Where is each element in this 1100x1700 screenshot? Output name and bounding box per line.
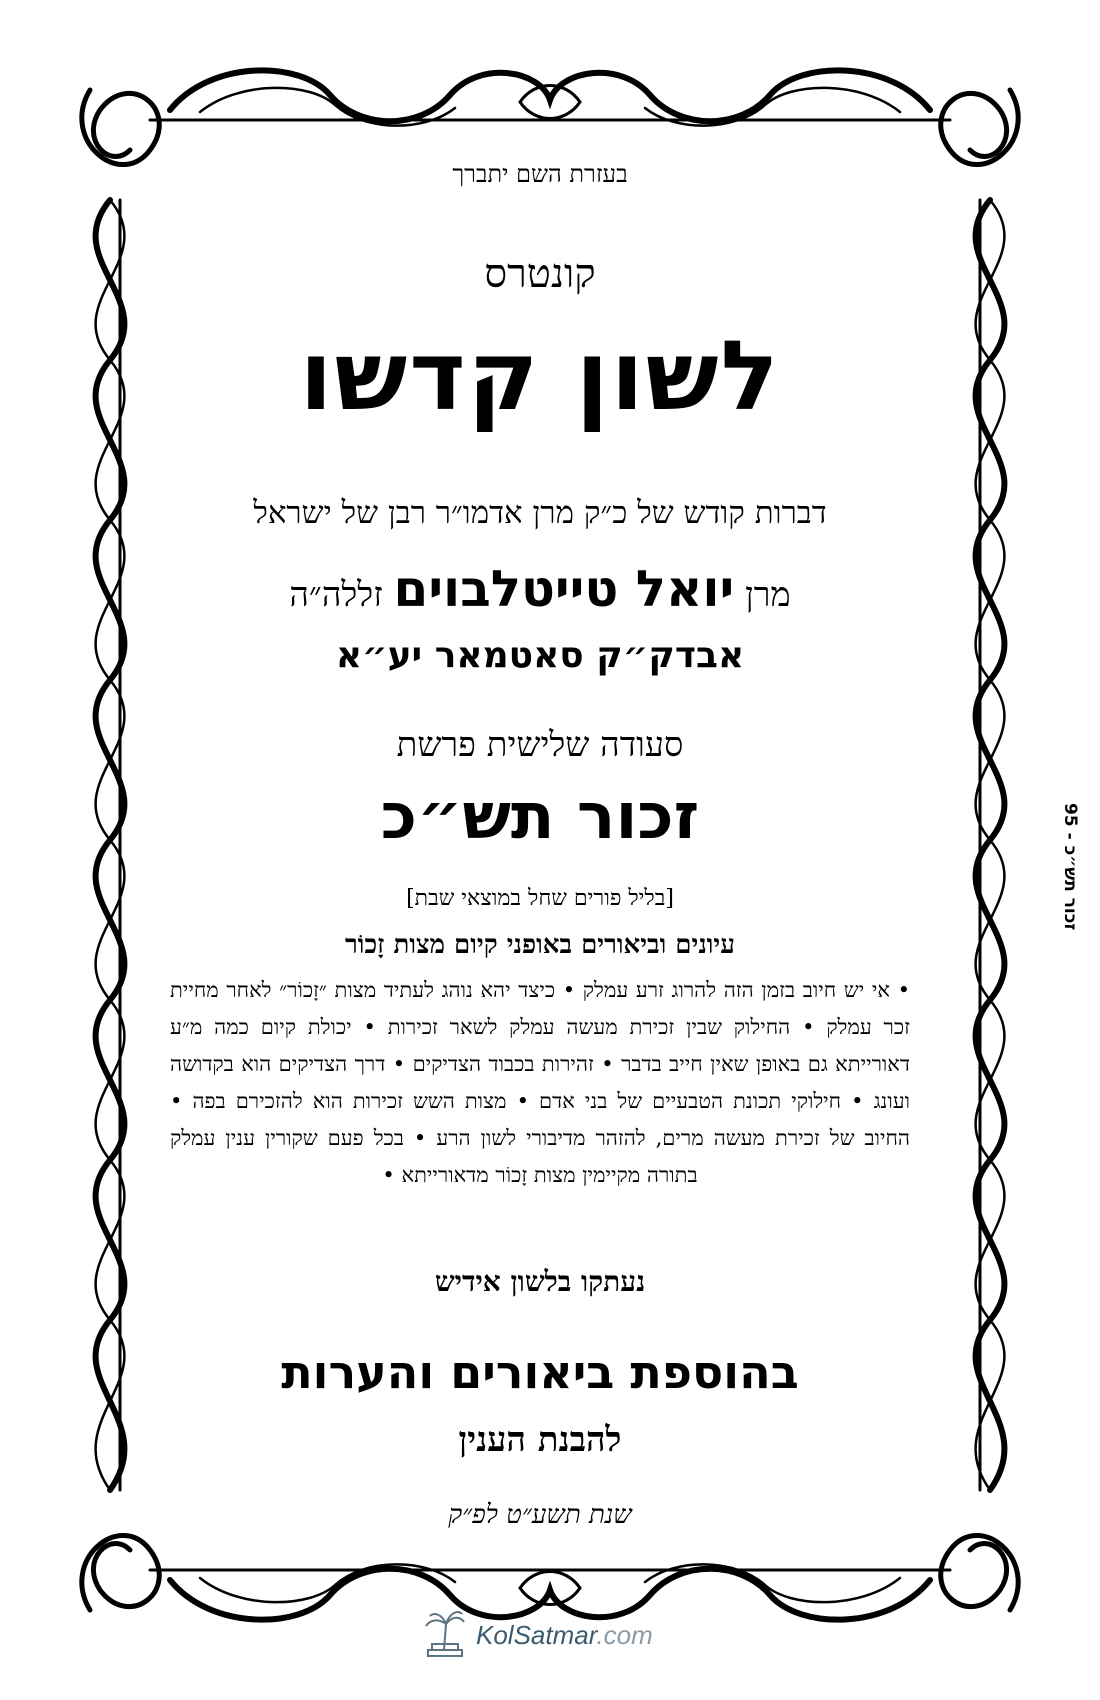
brand-main: KolSatmar xyxy=(476,1620,597,1650)
author-name-line xyxy=(160,560,920,618)
translation-note: נעתקו בלשון אידיש xyxy=(434,1265,646,1298)
title-page xyxy=(160,140,920,1560)
page-side-label: זכור תש״כ - 95 xyxy=(1060,802,1080,930)
palm-tree-books-icon xyxy=(420,1610,470,1660)
page-title: לשון קדשו xyxy=(299,320,781,432)
footer-logo[interactable] xyxy=(420,1610,680,1660)
brand-name xyxy=(476,1620,653,1651)
kuntres-label: קונטרס xyxy=(484,251,596,297)
brand-domain: .com xyxy=(596,1620,653,1650)
author-suffix: זללה״ה xyxy=(289,575,383,615)
author-honorific: מרן xyxy=(745,575,791,615)
blessing-line: בעזרת השם יתברך xyxy=(452,160,628,188)
author-description: דברות קודש של כ״ק מרן אדמו״ר רבן של ישראל xyxy=(253,495,827,531)
occasion-note: [בליל פורים שחל במוצאי שבת] xyxy=(406,886,674,911)
purpose-line: להבנת הענין xyxy=(458,1420,622,1460)
summary-text: • אי יש חיוב בזמן הזה להרוג זרע עמלק • כיצד יהא נוהג לעתיד מצות ״זָכוֹר״ לאחר מחיית זכר עמלק • החילוק שבין זכירת מעשה עמלק לשאר זכירות • יכולת קיום כמה מ״ע דאורייתא גם באופן שאין חייב בדבר • זהירות בכבוד הצדיקים • דרך הצדיקים הוא בקדושה ועונג • חילוקי תכונת הטבעיים של בני אדם • מצות השש זכירות הוא להזכירם בפה • החיוב של זכירת מעשה מרים, להזהר מדיבורי לשון הרע • בכל פעם שקורין ענין עמלק בתורה מקיימין מצות זָכוֹר מדאורייתא • xyxy=(170,978,910,1187)
author-title: אבדק״ק סאטמאר יע״א xyxy=(335,635,745,676)
parsha-title: זכור תש״כ xyxy=(380,780,700,854)
publication-year: שנת תשע״ט לפ״ק xyxy=(448,1500,632,1530)
addition-title: בהוספת ביאורים והערות xyxy=(281,1345,799,1399)
author-name: יואל טייטלבוים xyxy=(393,560,735,618)
summary-heading: עיונים וביאורים באופני קיום מצות זָכוֹר xyxy=(345,930,735,960)
occasion-line: סעודה שלישית פרשת xyxy=(396,725,684,765)
